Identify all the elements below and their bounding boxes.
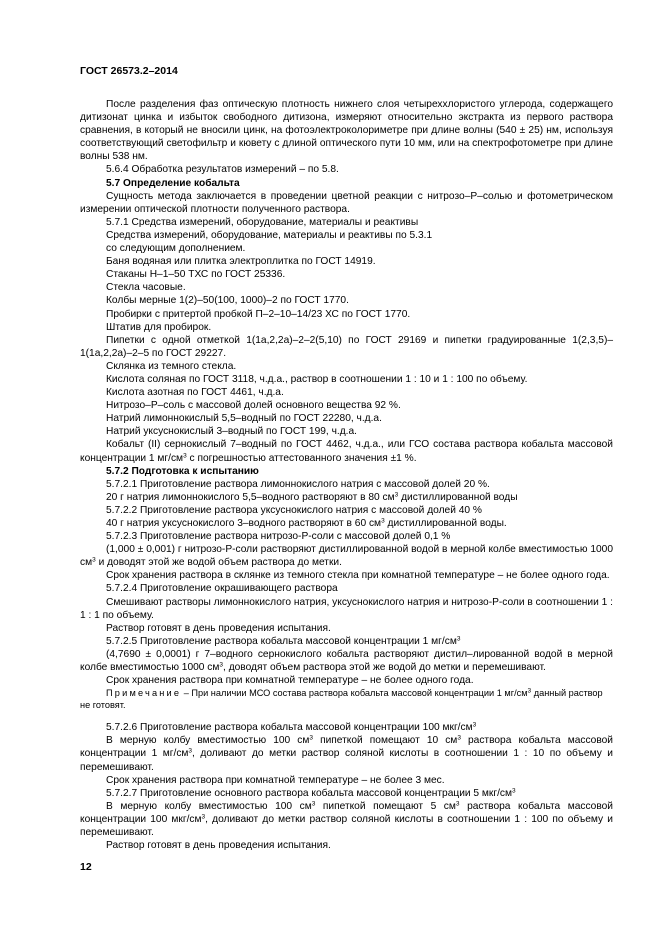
page-header: ГОСТ 26573.2–2014 [80, 65, 178, 77]
list-item: Пипетки с одной отметкой 1(1а,2,2а)–2–2(5,10) по ГОСТ 29169 и пипетки градуированные 1(2,3,5)–1(1а,2,2а)–2–5 по ГОСТ 29227. [80, 334, 613, 359]
paragraph: Срок хранения раствора в склянке из темного стекла при комнатной температуре – не более одного года. [106, 570, 610, 582]
paragraph: Сущность метода заключается в проведении цветной реакции с нитрозо–Р–солью и фотометрическом измерении оптической плотности полученного раствора. [80, 190, 613, 215]
paragraph: (4,7690 ± 0,0001) г 7–водного сернокислого кобальта растворяют дистил–лированной водой в мерной колбе вместимостью 1000 $см^3$, доводят объем раствора этой же водой до метки и перемешивают. [80, 648, 613, 674]
paragraph: 5.7.2.5 Приготовление раствора кобальта массовой концентрации 1 $мг/см^3$ [106, 635, 461, 647]
list-item: Натрий лимоннокислый 5,5–водный по ГОСТ 22280, ч.д.а. [106, 413, 382, 425]
list-item: Нитрозо–Р–соль с массовой долей основного вещества 92 %. [106, 400, 401, 412]
paragraph: 5.7.2.3 Приготовление раствора нитрозо-Р-соли с массовой долей 0,1 % [106, 531, 451, 543]
subsection-heading: 5.7.1 Средства измерений, оборудование, материалы и реактивы [106, 216, 419, 228]
paragraph: Срок хранения раствора при комнатной температуре – не более одного года. [106, 675, 474, 687]
paragraph: 5.7.2.7 Приготовление основного раствора кобальта массовой концентрации 5 мкг/$см^3$ [106, 787, 516, 799]
list-item: Колбы мерные 1(2)–50(100, 1000)–2 по ГОСТ 1770. [106, 295, 349, 307]
paragraph: 5.7.2.6 Приготовление раствора кобальта массовой концентрации 100 мкг/$см^3$ [106, 721, 477, 734]
list-item: Кислота азотная по ГОСТ 4461, ч.д.а. [106, 387, 284, 399]
spacer [80, 711, 613, 721]
page-number: 12 [80, 861, 92, 873]
paragraph: В мерную колбу вместимостью 100 $см^3$ пипеткой помещают 5 $см^3$ раствора кобальта массовой концентрации 100 мкг/$см^3$, доливают до метки раствор соляной кислоты в соотношении 1 : 100 по объему и перемешивают. [80, 800, 613, 838]
paragraph: 5.7.2.1 Приготовление раствора лимоннокислого натрия с массовой долей 20 %. [106, 478, 490, 490]
note-label: Примечание [106, 688, 182, 699]
subsection-heading: 5.7.2 Подготовка к испытанию [106, 465, 259, 477]
paragraph: Раствор готовят в день проведения испытания. [106, 622, 331, 634]
paragraph: (1,000 ± 0,001) г нитрозо-Р-соли растворяют дистиллированной водой в мерной колбе вместимостью 1000 $см^3$ и доводят этой же водой объем раствора до метки. [80, 544, 613, 569]
paragraph: В мерную колбу вместимостью 100 $см^3$ пипеткой помещают 10 $см^3$ раствора кобальта массовой концентрации 1 $мг/см^3$, доливают до метки раствор соляной кислоты в соотношении 1 : 10 по объему и перемешивают. [80, 734, 613, 773]
list-item: Баня водяная или плитка электроплитка по ГОСТ 14919. [106, 256, 376, 268]
paragraph: Раствор готовят в день проведения испытания. [106, 840, 331, 852]
paragraph: со следующим дополнением. [106, 243, 246, 255]
list-item: Стаканы Н–1–50 ТХС по ГОСТ 25336. [106, 269, 286, 281]
list-item: Кислота соляная по ГОСТ 3118, ч.д.а., раствор в соотношении 1 : 10 и 1 : 100 по объему. [106, 373, 528, 385]
list-item: Натрий уксуснокислый 3–водный по ГОСТ 199, ч.д.а. [106, 426, 357, 438]
list-item: Штатив для пробирок. [106, 321, 212, 333]
paragraph: После разделения фаз оптическую плотность нижнего слоя четырехxлористого углерода, содержащего дитизонат цинка и избыток свободного дитизона, измеряют относительно экстракта из первого раствора сравнения, в который не вносили цинк, на фотоэлектроколориметре при длине волны (540 ± 25) нм, используя соответствующий светофильтр и кювету с длиной оптического пути 10 мм, или на спектрофотометре при длине волны 538 нм. [80, 99, 613, 163]
paragraph: 40 г натрия уксуснокислого 3–водного растворяют в 60 $см^3$ дистиллированной воды. [106, 517, 507, 529]
paragraph: Срок хранения раствора при комнатной температуре – не более 3 мес. [106, 774, 445, 786]
section-heading: 5.7 Определение кобальта [106, 177, 240, 189]
paragraph: Средства измерений, оборудование, материалы и реактивы по 5.3.1 [106, 229, 433, 241]
list-item: Стекла часовые. [106, 282, 186, 294]
list-item: Пробирки с притертой пробкой П–2–10–14/23 ХС по ГОСТ 1770. [106, 308, 411, 320]
paragraph: 5.7.2.4 Приготовление окрашивающего раствора [106, 583, 338, 595]
paragraph: 5.6.4 Обработка результатов измерений – по 5.8. [106, 164, 339, 176]
paragraph: Смешивают растворы лимоннокислого натрия, уксуснокислого натрия и нитрозо-Р-соли в соотношении 1 : 1 : 1 по объему. [80, 596, 613, 621]
note: Примечание – При наличии МСО состава раствора кобальта массовой концентрации 1 $мг/см^3$ данный раствор не готовят. [80, 687, 603, 711]
list-item: Кобальт (II) сернокислый 7–водный по ГОСТ 4462, ч.д.а., или ГСО состава раствора кобальта массовой концентрации 1 $мг/см^3$ с погрешностью аттестованного значения ±1 %. [80, 439, 613, 464]
paragraph: 20 г натрия лимоннокислого 5,5–водного растворяют в 80 $см^3$ дистиллированной воды [106, 491, 518, 503]
document-body [80, 98, 613, 852]
list-item: Склянка из темного стекла. [106, 360, 237, 372]
paragraph: 5.7.2.2 Приготовление раствора уксуснокислого натрия с массовой долей 40 % [106, 504, 482, 516]
